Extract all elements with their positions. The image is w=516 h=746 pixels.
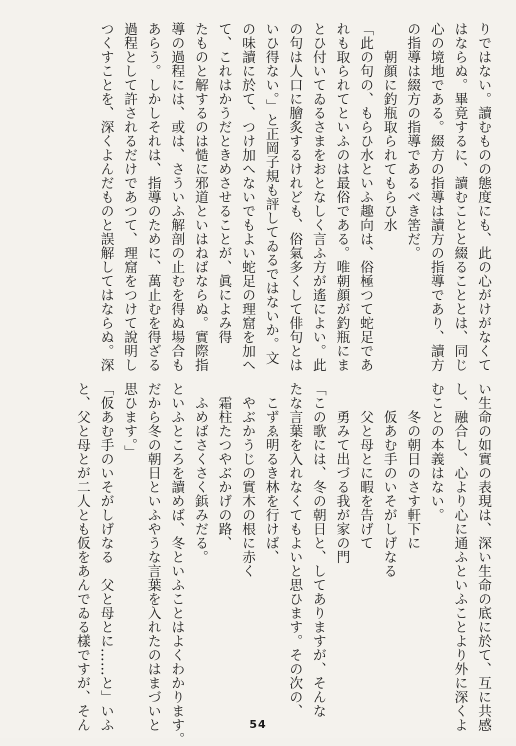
text-column: いひ得ない。」と正岡子規も評してゐるではないか。文 <box>262 22 279 366</box>
text-column: れも取られてといふのは最俗である。唯朝顔が釣瓶にま <box>333 22 350 372</box>
text-column: 霜柱たつやぶかげの路、 <box>215 382 232 550</box>
page-number: 54 <box>249 718 267 731</box>
text-column: だから冬の朝日といふやうな言葉を入れたのはまづいと <box>144 382 161 732</box>
text-column: やぶかうじの實木の根に赤く <box>239 382 256 578</box>
text-column: の味讀に於て、つけ加へないでもよい蛇足の理窟を加へ <box>239 22 256 372</box>
text-column: て、これはかうだときめさせることが、眞によみ得 <box>215 22 232 344</box>
text-column: と、父と母とが二人とも仮をあんでゐる樣ですが、そん <box>73 382 90 732</box>
text-column: 朝顔に釣瓶取られてもらひ水 <box>380 22 397 232</box>
text-column: はならぬ。畢竟するに、讀むことと綴ることとは、同じ <box>451 22 468 372</box>
text-column: 「仮あむ手のいそがしげなる 父と母とに……と」いふ <box>97 382 114 732</box>
text-column: し、融合し、心より心に通ふといふことより外に深くよ <box>451 382 468 732</box>
text-column: 「此の句の、もらひ水といふ趣向は、俗極つて蛇足であ <box>357 22 374 372</box>
text-column: たものと解するのは慥に邪道といはねばならぬ。實際指 <box>191 22 208 372</box>
text-column: といふところを讀めば、冬といふことはよくわかります。 <box>168 382 185 746</box>
text-column: の指導は綴方の指導であるべき筈だ。 <box>404 22 421 260</box>
text-column: 仮あむ手のいそがしげなる <box>380 382 397 578</box>
text-column: とひ付いてゐるさまをおとなしく言ふ方が遙によい。此 <box>309 22 326 372</box>
text-column: 勇みて出づる我が家の門 <box>333 382 350 564</box>
text-column: い生命の如實の表現は、深い生命の底に於て、互に共感 <box>475 382 491 732</box>
text-column: ふめばさくさく鋲みだる。 <box>191 382 208 564</box>
text-column: 「この歌には、冬の朝日と、してありますが、そんな <box>309 382 326 718</box>
text-column: 思ひます。」 <box>121 382 138 460</box>
text-column: たな言葉を入れなくてもよいと思ひます。その次の、 <box>286 382 303 718</box>
text-column: むことの本義はない。 <box>427 382 444 522</box>
text-column: つくすことを、深くよんだものと誤解してはならぬ。深 <box>97 22 114 372</box>
text-column: 導の過程には、或は、さういふ解剖の止むを得ぬ場合も <box>168 22 185 372</box>
text-column: 過程として許されるだけであつて、理窟をつけて說明し <box>121 22 138 372</box>
text-column: 冬の朝日のさす軒下に <box>404 382 421 550</box>
text-column: こずゑ明るき林を行けば、 <box>262 382 279 564</box>
text-column: 心の境地である。綴方の指導は讀方の指導であり、讀方 <box>427 22 444 372</box>
text-column: の句は人口に膾炙するけれども、俗氣多くして俳句とは <box>286 22 303 372</box>
text-column: 父と母とに暇を告げて <box>357 382 374 550</box>
text-column: あらう。しかしそれは、指導のために、萬止むを得ざる <box>144 22 161 372</box>
upper-text-block <box>93 22 494 372</box>
text-column: りではない。讀むものの態度にも、此の心がけがなくて <box>475 22 491 372</box>
